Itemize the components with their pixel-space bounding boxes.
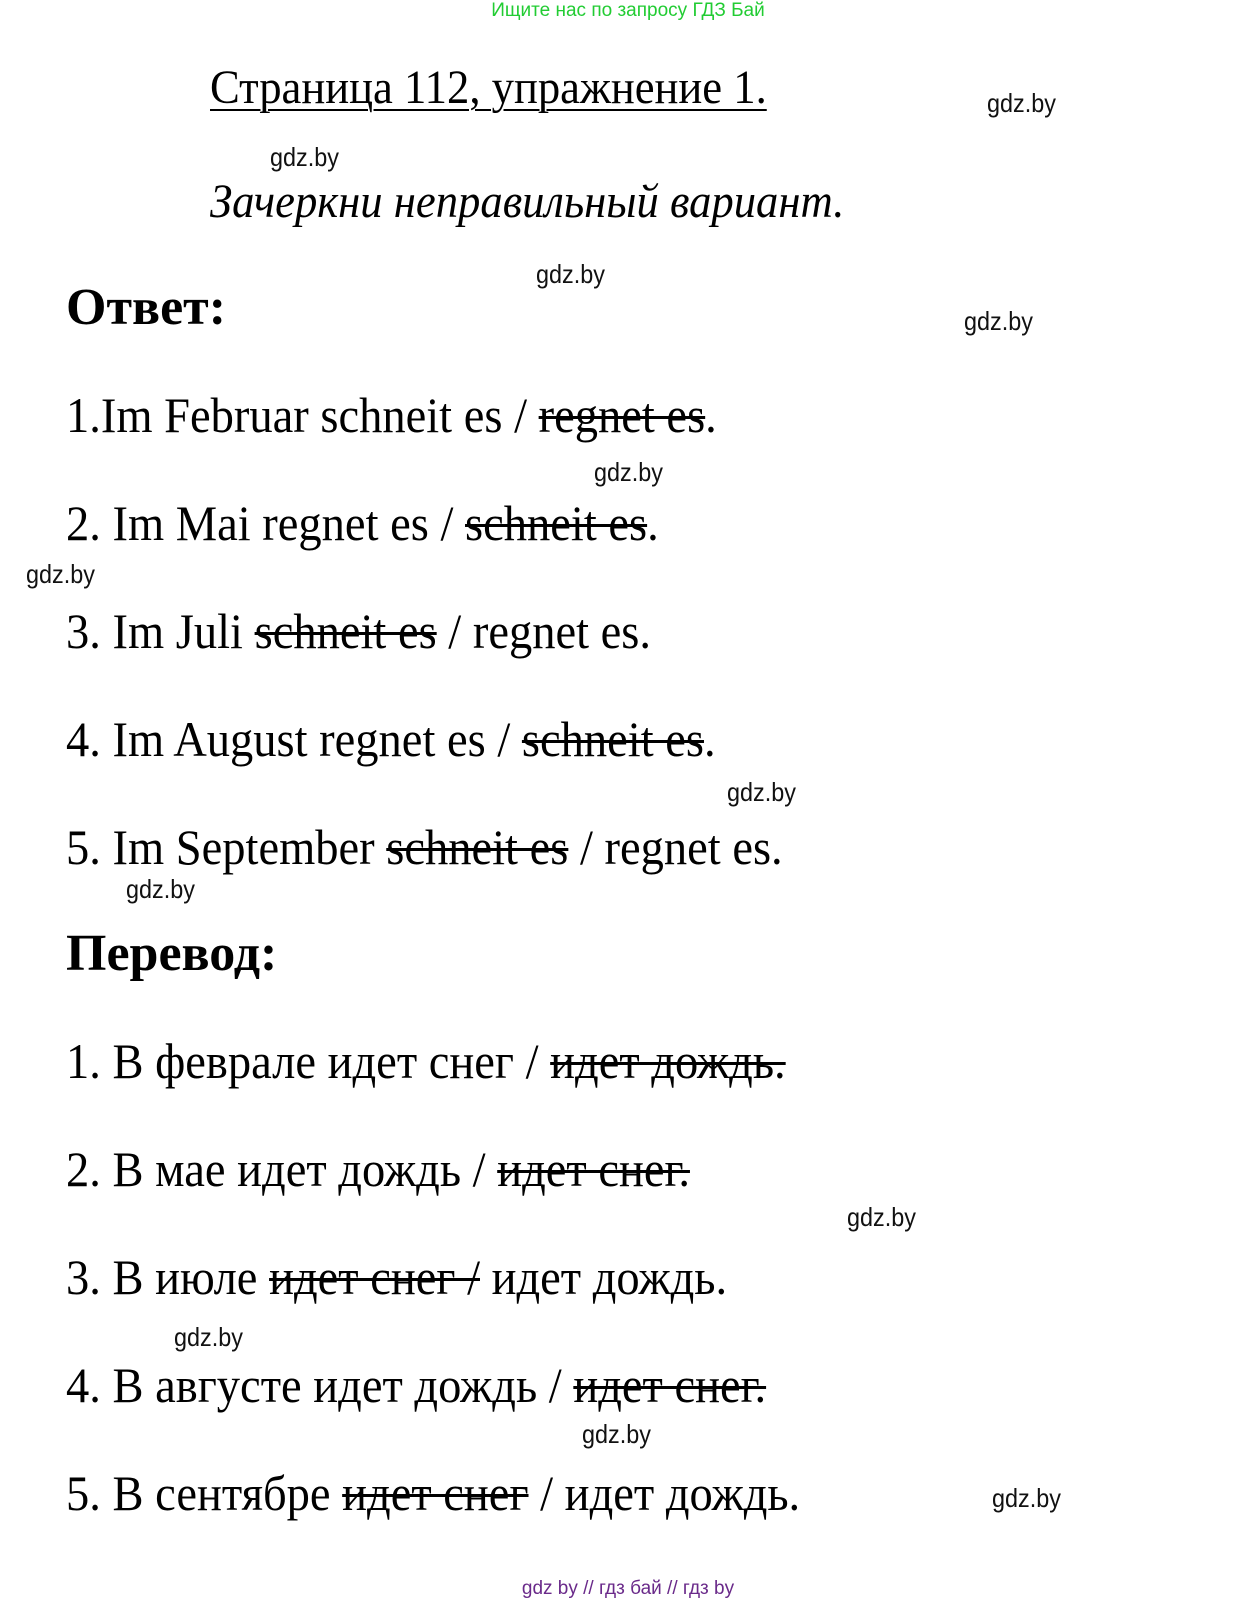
footer-links: gdz by // гдз бай // гдз by	[521, 1578, 735, 1599]
answer-line	[66, 710, 716, 768]
watermark: gdz.by	[964, 306, 1033, 336]
struck-option: идет снег.	[573, 1357, 767, 1413]
watermark: gdz.by	[582, 1419, 651, 1449]
answer-text: .	[703, 711, 716, 767]
translation-text: / идет дождь.	[528, 1465, 801, 1521]
watermark: gdz.by	[987, 88, 1056, 118]
watermark: gdz.by	[594, 457, 663, 487]
page-title: Страница 112, упражнение 1.	[210, 61, 767, 114]
struck-option: идет снег	[342, 1465, 529, 1521]
answer-text: .	[705, 387, 717, 443]
watermark: gdz.by	[536, 259, 605, 289]
translation-text: 5. В сентябре	[66, 1465, 343, 1521]
answer-text: / regnet es.	[568, 819, 783, 875]
watermark: gdz.by	[727, 777, 796, 807]
struck-option: regnet es	[538, 387, 706, 443]
struck-option: schneit es	[386, 819, 569, 875]
translation-text: идет дождь.	[479, 1249, 728, 1305]
answer-line	[66, 386, 717, 444]
translation-text: 2. В мае идет дождь /	[66, 1141, 498, 1197]
translation-line	[66, 1356, 766, 1414]
struck-option: schneit es	[254, 603, 437, 659]
answer-heading: Ответ:	[66, 279, 227, 336]
translation-text: 1. В феврале идет снег /	[66, 1033, 551, 1089]
struck-option: schneit es	[465, 495, 648, 551]
translation-line	[66, 1032, 786, 1090]
translation-text: 3. В июле	[66, 1249, 270, 1305]
translation-line	[66, 1464, 800, 1522]
translation-text: 4. В августе идет дождь /	[66, 1357, 574, 1413]
translation-heading: Перевод:	[66, 925, 278, 982]
watermark: gdz.by	[847, 1202, 916, 1232]
answer-text: .	[647, 495, 659, 551]
translation-line	[66, 1140, 690, 1198]
struck-option: идет снег /	[269, 1249, 480, 1305]
answer-text: / regnet es.	[436, 603, 652, 659]
translation-line	[66, 1248, 727, 1306]
struck-option: идет снег.	[497, 1141, 690, 1197]
watermark: gdz.by	[26, 559, 95, 589]
watermark: gdz.by	[174, 1322, 243, 1352]
watermark: gdz.by	[270, 142, 339, 172]
answer-line	[66, 602, 651, 660]
struck-option: schneit es	[521, 711, 704, 767]
watermark: gdz.by	[126, 874, 195, 904]
search-banner: Ищите нас по запросу ГДЗ Бай	[491, 0, 765, 21]
struck-option: идет дождь.	[550, 1033, 786, 1089]
answer-text: 5. Im September	[66, 819, 387, 875]
watermark: gdz.by	[992, 1483, 1061, 1513]
answer-line	[66, 494, 659, 552]
exercise-instruction: Зачеркни неправильный вариант.	[210, 175, 845, 228]
answer-line	[66, 818, 783, 876]
answer-text: 4. Im August regnet es /	[66, 711, 522, 767]
answer-text: 3. Im Juli	[66, 603, 255, 659]
answer-text: 2. Im Mai regnet es /	[66, 495, 466, 551]
answer-text: 1.Im Februar schneit es /	[66, 387, 539, 443]
